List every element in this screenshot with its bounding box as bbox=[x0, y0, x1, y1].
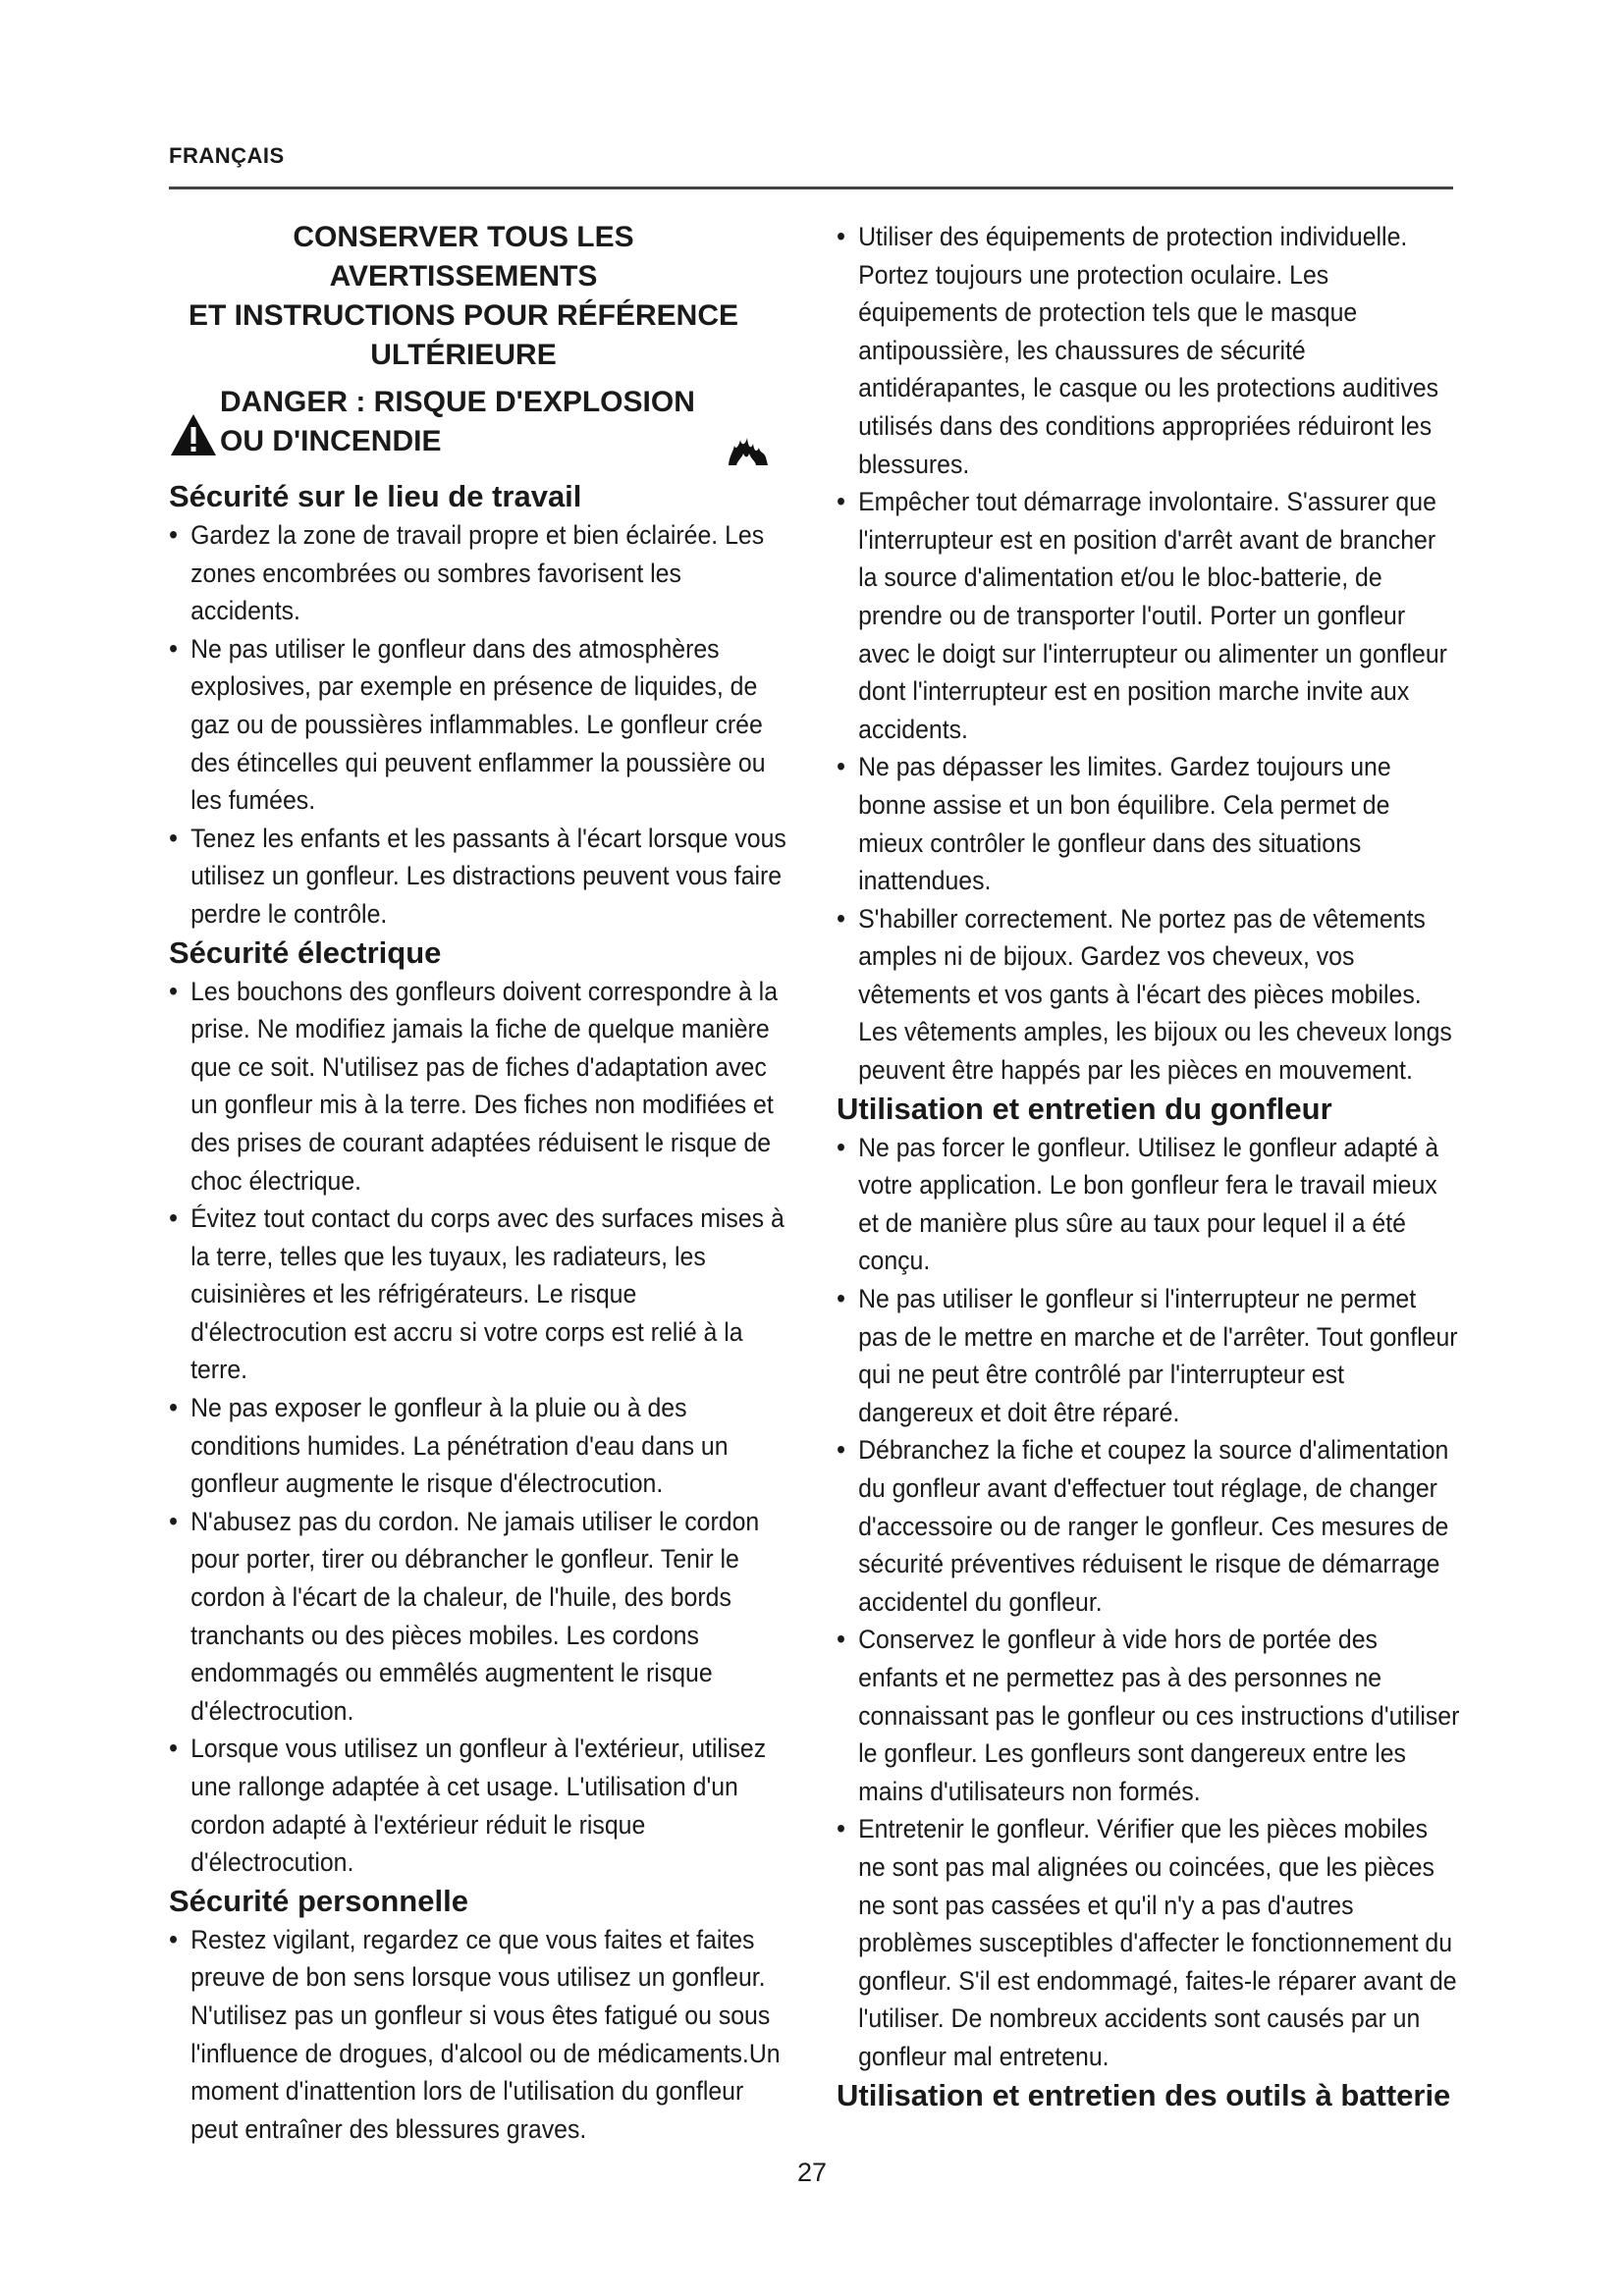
danger-text bbox=[220, 383, 695, 461]
danger-warning bbox=[169, 383, 797, 473]
danger-line-1: DANGER : RISQUE D'EXPLOSION bbox=[220, 386, 695, 418]
header-divider bbox=[169, 187, 1453, 189]
electrical-list bbox=[169, 973, 797, 1882]
personal-list-right bbox=[837, 218, 1465, 1090]
list-item: • Entretenir le gonfleur. Vérifier que les pièces mobiles ne sont pas mal alignées ou coincées, que les pièces ne sont pas cassées et qu'il n'y a pas d'autres problèmes susceptibles d'affecter le fonctionnement du gonfleur. S'il est endommagé, faites-le réparer avant de l'utiliser. De nombreux accidents sont causés par un gonfleur mal entretenu. bbox=[837, 1810, 1460, 2075]
title-line-1: CONSERVER TOUS LES AVERTISSEMENTS bbox=[293, 221, 634, 293]
title-line-2: ET INSTRUCTIONS POUR RÉFÉRENCE bbox=[188, 299, 739, 332]
section-title-personal: Sécurité personnelle bbox=[169, 1883, 468, 1918]
section-title-electrical: Sécurité électrique bbox=[169, 934, 442, 970]
section-title-work-area: Sécurité sur le lieu de travail bbox=[169, 479, 582, 513]
title-line-3: ULTÉRIEURE bbox=[370, 339, 557, 371]
section-title-battery: Utilisation et entretien des outils à batterie bbox=[837, 2077, 1451, 2112]
work-area-list bbox=[169, 516, 797, 934]
list-item: • Tenez les enfants et les passants à l'écart lorsque vous utilisez un gonfleur. Les distractions peuvent vous faire perdre le contrôle. bbox=[169, 820, 792, 934]
list-item: • Ne pas utiliser le gonfleur dans des atmosphères explosives, par exemple en présence de liquides, de gaz ou de poussières inflammables. Le gonfleur crée des étincelles qui peuvent enflammer la poussière ou les fumées. bbox=[169, 630, 792, 820]
list-item: • Ne pas dépasser les limites. Gardez toujours une bonne assise et un bon équilibre. Cela permet de mieux contrôler le gonfleur dans des situations inattendues. bbox=[837, 748, 1460, 899]
danger-line-2: OU D'INCENDIE bbox=[220, 425, 442, 457]
language-label: FRANÇAIS bbox=[169, 143, 285, 168]
list-item: • S'habiller correctement. Ne portez pas de vêtements amples ni de bijoux. Gardez vos cheveux, vos vêtements et vos gants à l'écart des pièces mobiles. Les vêtements amples, les bijoux ou les cheveux longs peuvent être happés par les pièces en mouvement. bbox=[837, 900, 1460, 1090]
list-item: • Ne pas forcer le gonfleur. Utilisez le gonfleur adapté à votre application. Le bon gonfleur fera le travail mieux et de manière plus sûre au taux pour lequel il a été conçu. bbox=[837, 1129, 1460, 1280]
list-item: • Utiliser des équipements de protection individuelle. Portez toujours une protection oculaire. Les équipements de protection tels que le masque antipoussière, les chaussures de sécurité antidérapantes, le casque ou les protections auditives utilisés dans des conditions appropriées réduiront les blessures. bbox=[837, 218, 1460, 483]
list-item: • Empêcher tout démarrage involontaire. S'assurer que l'interrupteur est en position d'arrêt avant de brancher la source d'alimentation et/ou le bloc-batterie, de prendre ou de transporter l'outil. Porter un gonfleur avec le doigt sur l'interrupteur ou alimenter un gonfleur dont l'interrupteur est en position marche invite aux accidents. bbox=[837, 483, 1460, 748]
list-item: • Évitez tout contact du corps avec des surfaces mises à la terre, telles que les tuyaux, les radiateurs, les cuisinières et les réfrigérateurs. Le risque d'électrocution est accru si votre corps est relié à la terre. bbox=[169, 1200, 792, 1389]
list-item: • Les bouchons des gonfleurs doivent correspondre à la prise. Ne modifiez jamais la fiche de quelque manière que ce soit. N'utilisez pas de fiches d'adaptation avec un gonfleur mis à la terre. Des fiches non modifiées et des prises de courant adaptées réduisent le risque de choc électrique. bbox=[169, 973, 792, 1201]
fire-icon bbox=[727, 428, 770, 467]
list-item: • Restez vigilant, regardez ce que vous faites et faites preuve de bon sens lorsque vous utilisez un gonfleur. N'utilisez pas un gonfleur si vous êtes fatigué ou sous l'influence de drogues, d'alcool ou de médicaments.Un moment d'inattention lors de l'utilisation du gonfleur peut entraîner des blessures graves. bbox=[169, 1921, 792, 2149]
page-title bbox=[169, 218, 797, 375]
warning-triangle-icon bbox=[169, 412, 218, 457]
list-item: • Lorsque vous utilisez un gonfleur à l'extérieur, utilisez une rallonge adaptée à cet usage. L'utilisation d'un cordon adapté à l'extérieur réduit le risque d'électrocution. bbox=[169, 1730, 792, 1881]
right-column bbox=[837, 218, 1465, 2115]
list-item: • Gardez la zone de travail propre et bien éclairée. Les zones encombrées ou sombres favorisent les accidents. bbox=[169, 516, 792, 630]
list-item: • Ne pas exposer le gonfleur à la pluie ou à des conditions humides. La pénétration d'eau dans un gonfleur augmente le risque d'électrocution. bbox=[169, 1389, 792, 1503]
section-title-use-care: Utilisation et entretien du gonfleur bbox=[837, 1091, 1332, 1126]
list-item: • Débranchez la fiche et coupez la source d'alimentation du gonfleur avant d'effectuer tout réglage, de changer d'accessoire ou de ranger le gonfleur. Ces mesures de sécurité préventives réduisent le risque de démarrage accidentel du gonfleur. bbox=[837, 1431, 1460, 1621]
list-item: • N'abusez pas du cordon. Ne jamais utiliser le cordon pour porter, tirer ou débrancher le gonfleur. Tenir le cordon à l'écart de la chaleur, de l'huile, des bords tranchants ou des pièces mobiles. Les cordons endommagés ou emmêlés augmentent le risque d'électrocution. bbox=[169, 1503, 792, 1731]
page-number: 27 bbox=[796, 2158, 828, 2187]
list-item: • Conservez le gonfleur à vide hors de portée des enfants et ne permettez pas à des personnes ne connaissant pas le gonfleur ou ces instructions d'utiliser le gonfleur. Les gonfleurs sont dangereux entre les mains d'utilisateurs non formés. bbox=[837, 1621, 1460, 1810]
use-care-list bbox=[837, 1129, 1465, 2076]
list-item: • Ne pas utiliser le gonfleur si l'interrupteur ne permet pas de le mettre en marche et de l'arrêter. Tout gonfleur qui ne peut être contrôlé par l'interrupteur est dangereux et doit être réparé. bbox=[837, 1280, 1460, 1431]
left-column bbox=[169, 218, 797, 2148]
personal-list-left bbox=[169, 1921, 797, 2149]
